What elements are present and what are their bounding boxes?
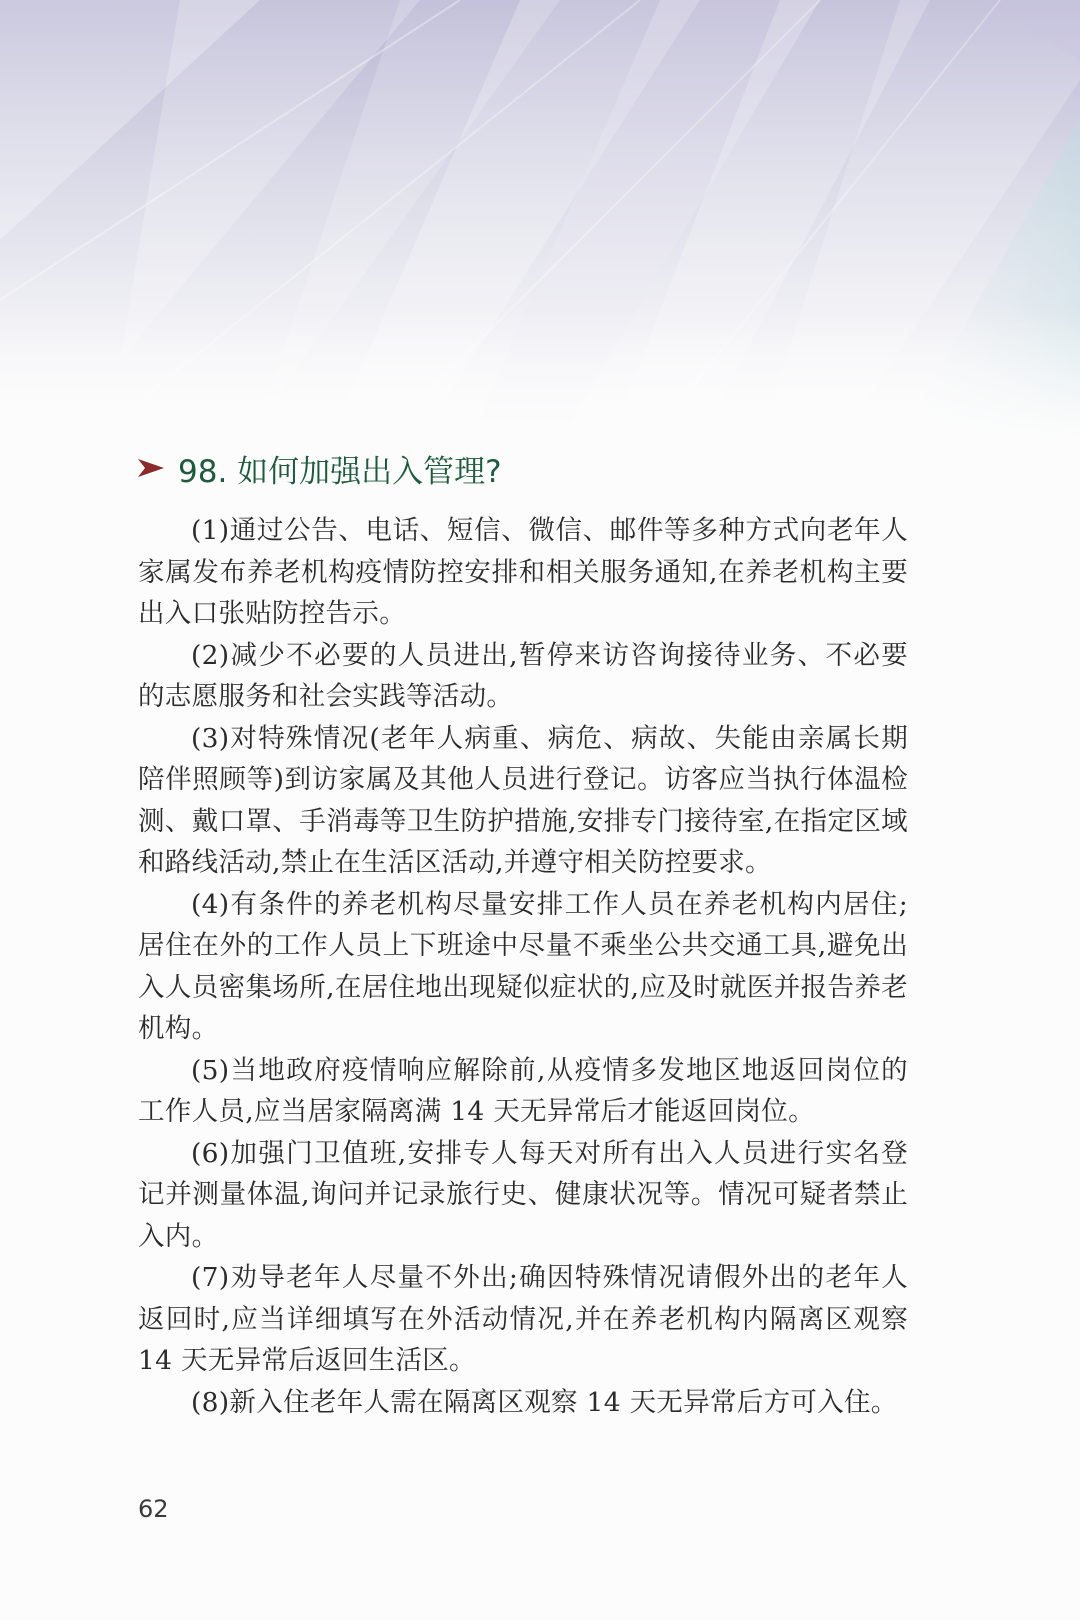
paragraph-2: (2)减少不必要的人员进出,暂停来访咨询接待业务、不必要的志愿服务和社会实践等活动。 bbox=[138, 639, 908, 712]
paragraph-7: (7)劝导老年人尽量不外出;确因特殊情况请假外出的老年人返回时,应当详细填写在外活动情况,并在养老机构内隔离区观察 14 天无异常后返回生活区。 bbox=[138, 1262, 908, 1376]
paragraph-6: (6)加强门卫值班,安排专人每天对所有出入人员进行实名登记并测量体温,询问并记录旅行史、健康状况等。情况可疑者禁止入内。 bbox=[138, 1137, 908, 1252]
paragraph-4: (4)有条件的养老机构尽量安排工作人员在养老机构内居住;居住在外的工作人员上下班途中尽量不乘坐公共交通工具,避免出入人员密集场所,在居住地出现疑似症状的,应及时就医并报告养老机构。 bbox=[138, 888, 908, 1044]
page-number: 62 bbox=[138, 1495, 169, 1523]
section-heading-text: 98. 如何加强出入管理? bbox=[178, 453, 502, 490]
paragraph-1: (1)通过公告、电话、短信、微信、邮件等多种方式向老年人家属发布养老机构疫情防控安排和相关服务通知,在养老机构主要出入口张贴防控告示。 bbox=[138, 515, 908, 629]
header-gradient-graphic bbox=[0, 0, 1080, 440]
paragraph-8: (8)新入住老年人需在隔离区观察 14 天无异常后方可入住。 bbox=[191, 1386, 898, 1418]
paragraph-5: (5)当地政府疫情响应解除前,从疫情多发地区地返回岗位的工作人员,应当居家隔离满 14 天无异常后才能返回岗位。 bbox=[138, 1054, 908, 1127]
body-text bbox=[138, 510, 908, 1423]
arrow-right-icon bbox=[138, 457, 164, 479]
header-decoration bbox=[0, 0, 1080, 440]
paragraph-3: (3)对特殊情况(老年人病重、病危、病故、失能由亲属长期陪伴照顾等)到访家属及其他人员进行登记。访客应当执行体温检测、戴口罩、手消毒等卫生防护措施,安排专门接待室,在指定区域和路线活动,禁止在生活区活动,并遵守相关防控要求。 bbox=[138, 722, 908, 878]
section-heading bbox=[138, 446, 502, 490]
